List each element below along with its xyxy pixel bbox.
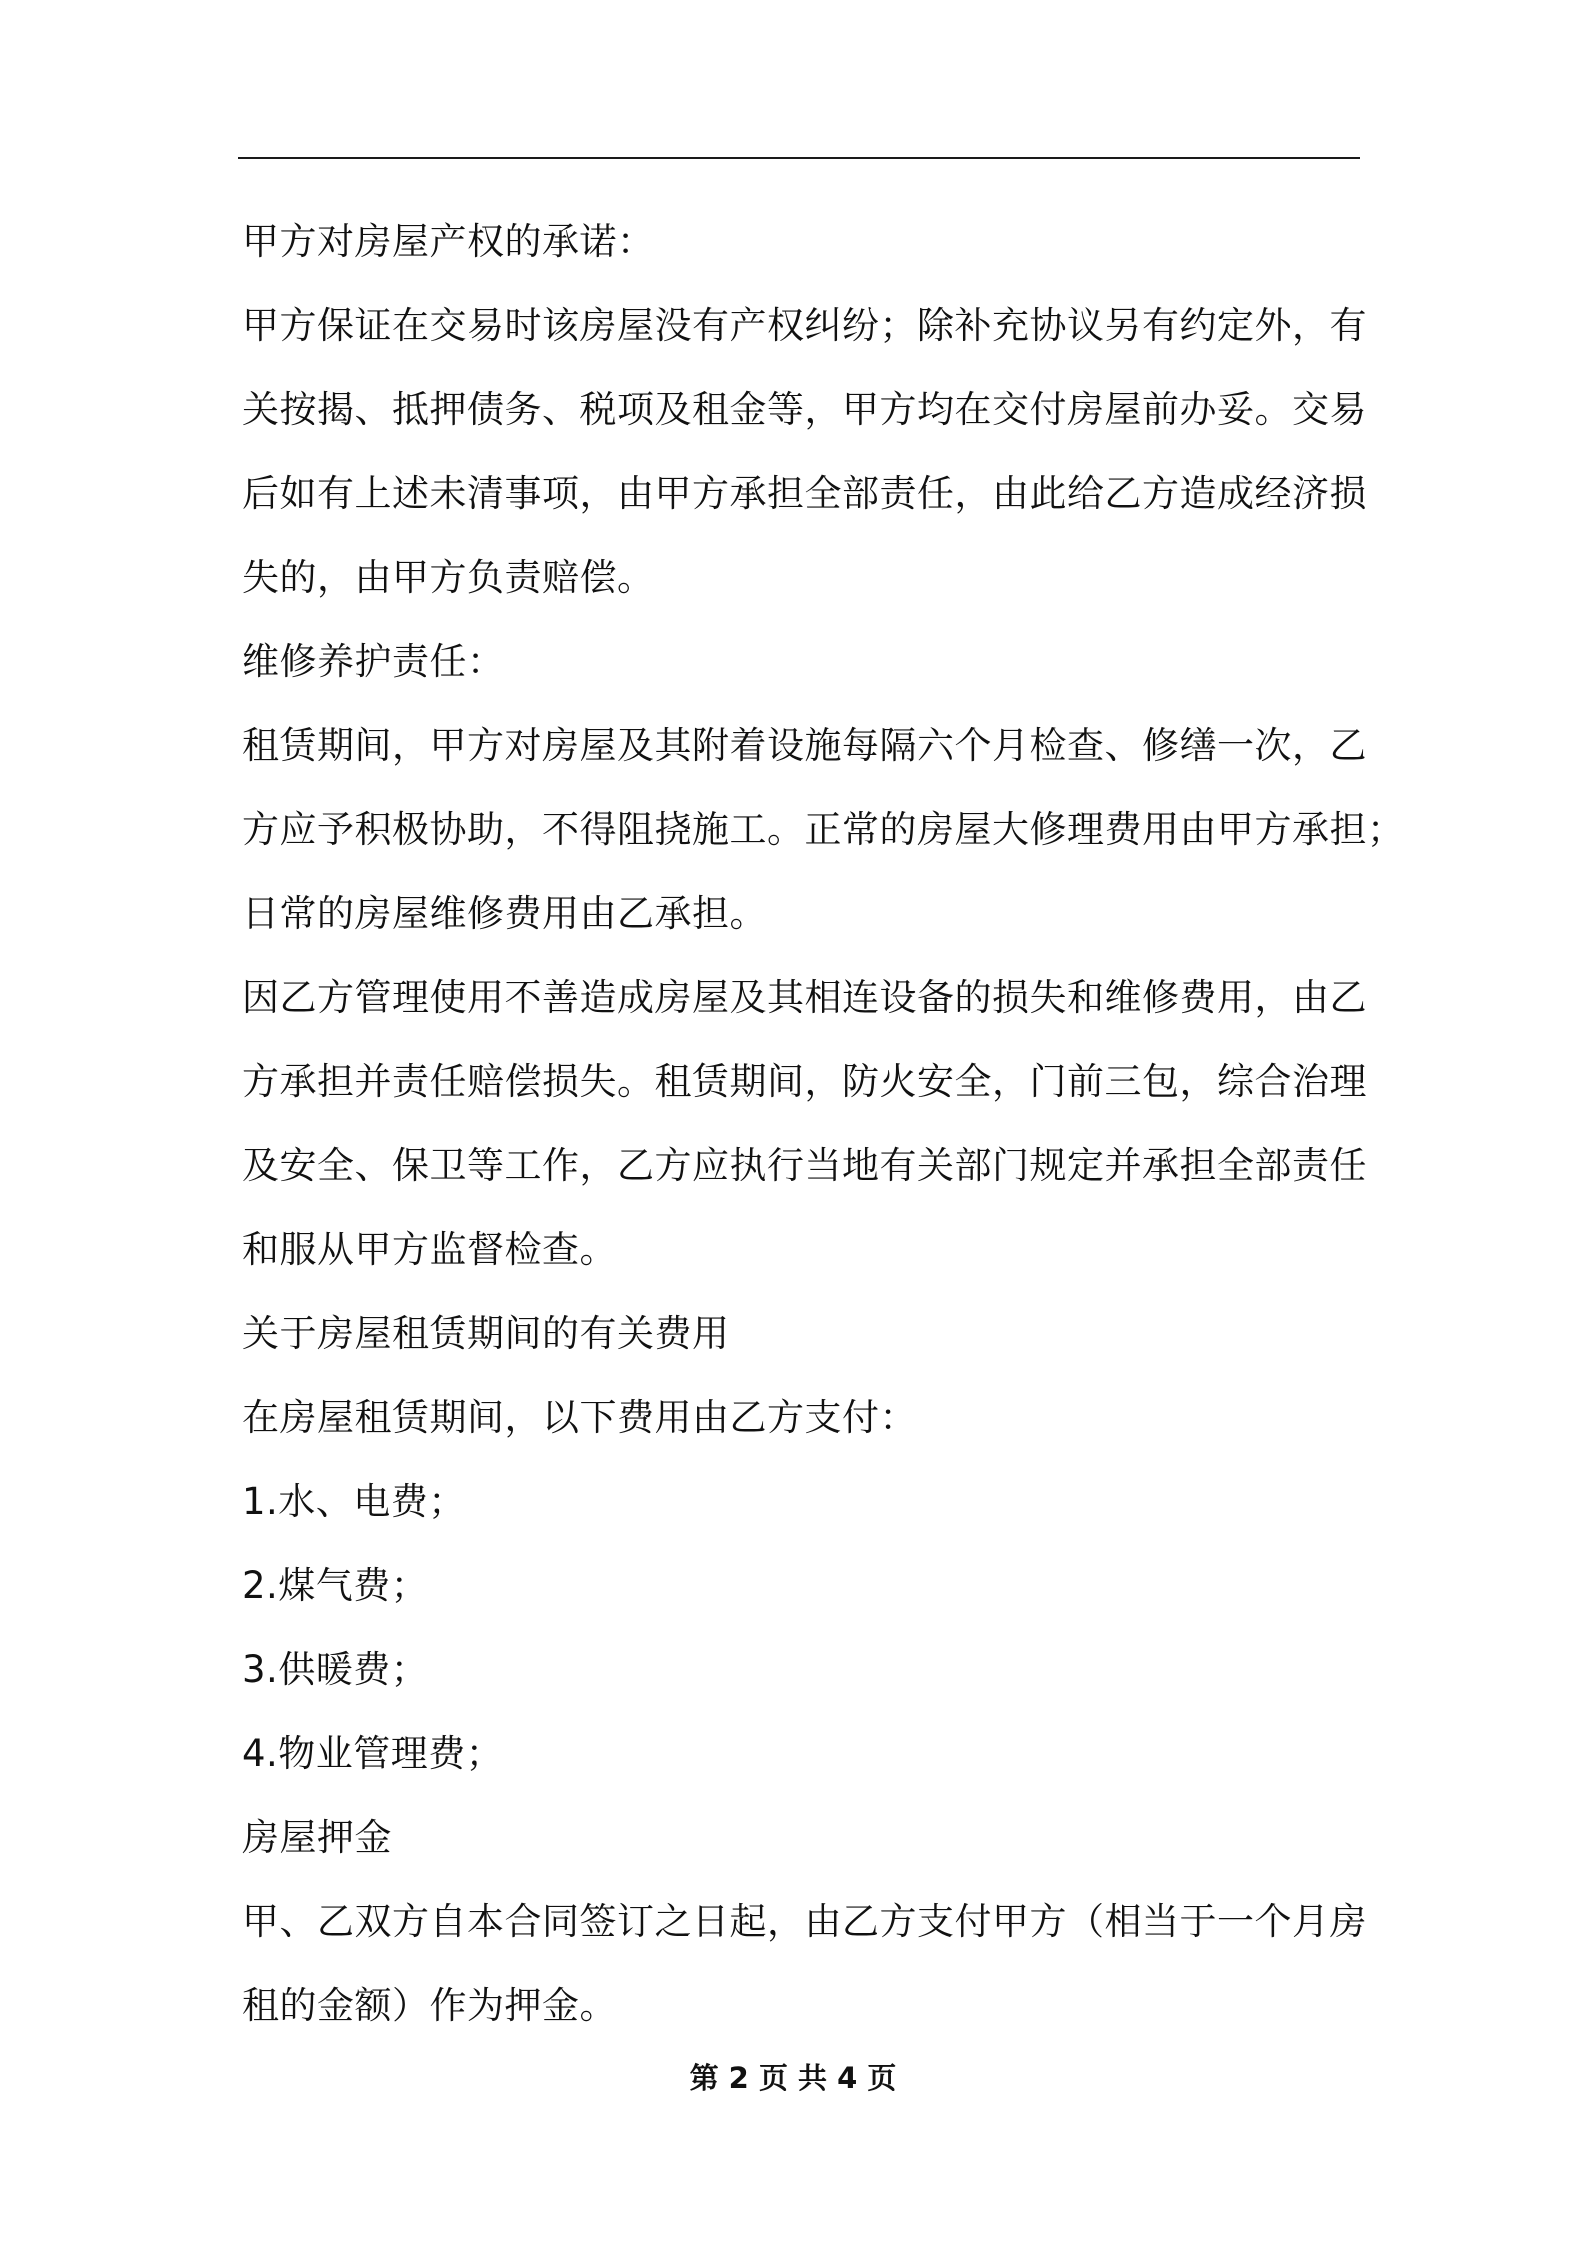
text-line: 后如有上述未清事项，由甲方承担全部责任，由此给乙方造成经济损 xyxy=(242,472,1367,515)
text-line: 关于房屋租赁期间的有关费用 xyxy=(242,1312,730,1355)
text-line: 租赁期间，甲方对房屋及其附着设施每隔六个月检查、修缮一次，乙 xyxy=(242,724,1367,767)
text-line: 租的金额）作为押金。 xyxy=(242,1984,617,2027)
paragraph xyxy=(242,1544,1358,1628)
page-number: 第 2 页 共 4 页 xyxy=(689,2061,897,2095)
text-line: 日常的房屋维修费用由乙承担。 xyxy=(242,892,767,935)
text-line: 甲方对房屋产权的承诺： xyxy=(242,220,655,263)
paragraph xyxy=(242,704,1405,956)
paragraph xyxy=(242,200,1358,284)
page-footer xyxy=(0,2058,1586,2098)
text-line: 2.煤气费； xyxy=(242,1564,429,1607)
paragraph xyxy=(242,620,1358,704)
document-body xyxy=(242,200,1405,2048)
paragraph xyxy=(242,1796,1358,1880)
paragraph xyxy=(242,1628,1358,1712)
text-line: 方应予积极协助，不得阻挠施工。正常的房屋大修理费用由甲方承担； xyxy=(242,808,1405,851)
text-line: 房屋押金 xyxy=(242,1816,392,1859)
text-line: 4.物业管理费； xyxy=(242,1732,504,1775)
paragraph xyxy=(242,1376,1358,1460)
text-line: 1.水、电费； xyxy=(242,1480,466,1523)
paragraph xyxy=(242,284,1367,620)
paragraph xyxy=(242,956,1367,1292)
text-line: 失的，由甲方负责赔偿。 xyxy=(242,556,655,599)
text-line: 甲、乙双方自本合同签订之日起，由乙方支付甲方（相当于一个月房 xyxy=(242,1900,1367,1943)
text-line: 在房屋租赁期间，以下费用由乙方支付： xyxy=(242,1396,917,1439)
text-line: 维修养护责任： xyxy=(242,640,505,683)
header-divider xyxy=(238,157,1360,159)
text-line: 关按揭、抵押债务、税项及租金等，甲方均在交付房屋前办妥。交易 xyxy=(242,388,1367,431)
text-line: 方承担并责任赔偿损失。租赁期间，防火安全，门前三包，综合治理 xyxy=(242,1060,1367,1103)
text-line: 甲方保证在交易时该房屋没有产权纠纷；除补充协议另有约定外，有 xyxy=(242,304,1367,347)
text-line: 及安全、保卫等工作，乙方应执行当地有关部门规定并承担全部责任 xyxy=(242,1144,1367,1187)
paragraph xyxy=(242,1880,1367,2048)
text-line: 和服从甲方监督检查。 xyxy=(242,1228,617,1271)
paragraph xyxy=(242,1292,1358,1376)
paragraph xyxy=(242,1712,1358,1796)
text-line: 3.供暖费； xyxy=(242,1648,429,1691)
paragraph xyxy=(242,1460,1358,1544)
text-line: 因乙方管理使用不善造成房屋及其相连设备的损失和维修费用，由乙 xyxy=(242,976,1367,1019)
